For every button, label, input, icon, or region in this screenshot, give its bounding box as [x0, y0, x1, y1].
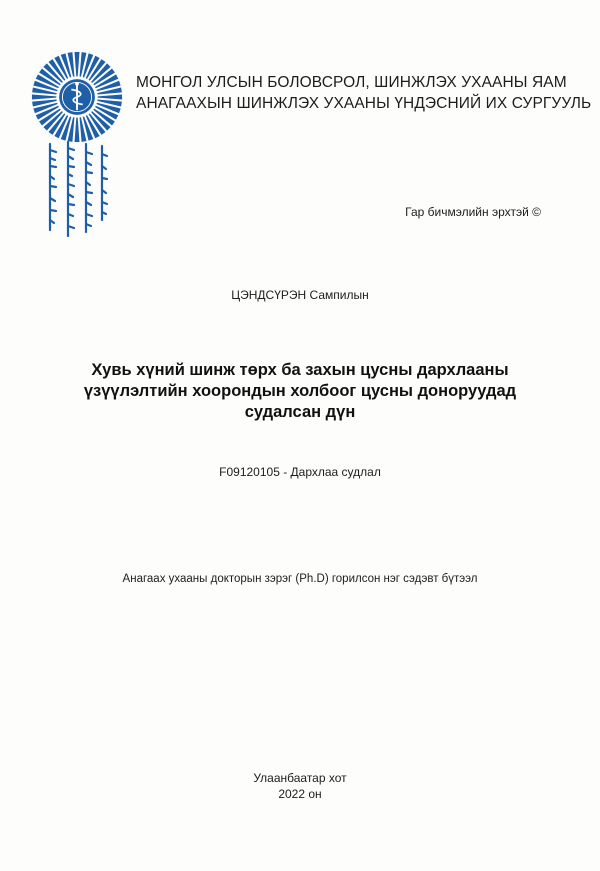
- institution-header: [136, 72, 596, 114]
- title-line-1: Хувь хүний шинж төрх ба захын цусны дархлааны: [91, 361, 509, 379]
- emblem-ray: [98, 95, 122, 100]
- year: 2022 он: [278, 787, 322, 801]
- city: Улаанбаатар хот: [253, 771, 347, 785]
- place-and-year: [0, 770, 600, 802]
- title-line-2: үзүүлэлтийн хоорондын холбоог цусны доноруудад: [83, 382, 517, 400]
- emblem-ray: [75, 118, 80, 142]
- author-name: ЦЭНДСҮРЭН Сампилын: [231, 288, 369, 302]
- mongolian-script-icon: [38, 140, 110, 238]
- emblem-ray: [75, 52, 80, 76]
- emblem-ray: [32, 95, 56, 100]
- ministry-name: МОНГОЛ УЛСЫН БОЛОВСРОЛ, ШИНЖЛЭХ УХААНЫ ЯАМ: [136, 74, 567, 91]
- copyright-notice: Гар бичмэлийн эрхтэй ©: [405, 205, 541, 219]
- degree-statement: Анагаах ухааны докторын зэрэг (Ph.D) горилсон нэг сэдэвт бүтээл: [122, 573, 478, 585]
- university-name: АНАГААХЫН ШИНЖЛЭХ УХААНЫ ҮНДЭСНИЙ ИХ СУРГУУЛЬ: [136, 95, 592, 112]
- university-emblem-icon: [30, 50, 124, 144]
- dissertation-title: [40, 360, 560, 423]
- specialty-code: F09120105 - Дархлаа судлал: [219, 465, 381, 479]
- title-line-3: судалсан дүн: [244, 403, 356, 421]
